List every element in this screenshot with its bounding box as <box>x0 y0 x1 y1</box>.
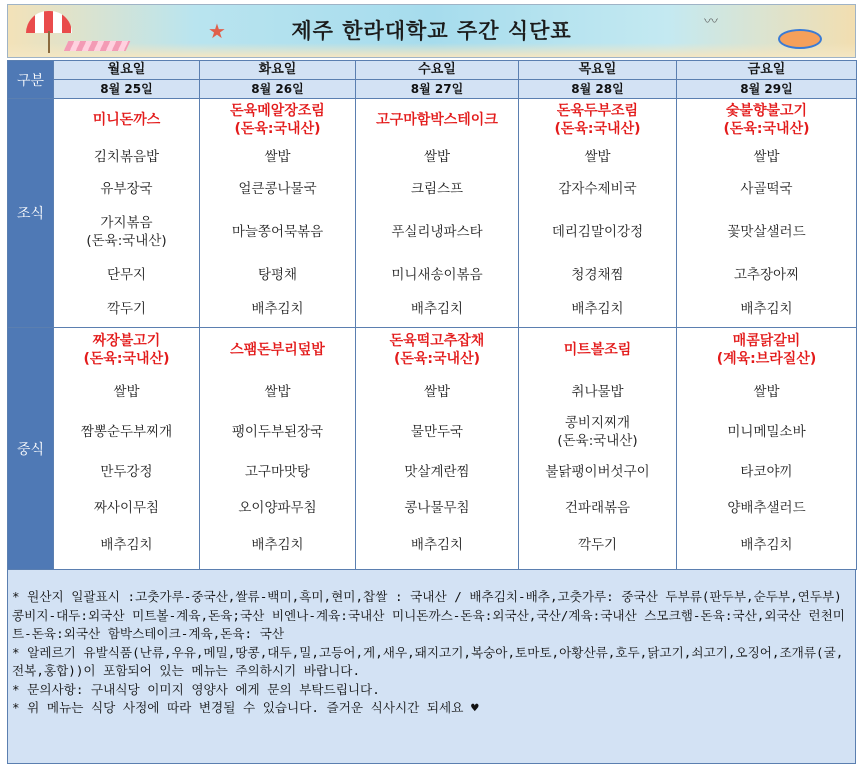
main-dish: 미트볼조림 <box>563 342 632 358</box>
breakfast-wed <box>356 99 519 328</box>
main-dish: 돈육떡고추잡채 (돈육:국내산) <box>389 333 485 367</box>
side-dish: 얼큰콩나물국 <box>238 181 317 197</box>
side-dish: 짬뽕순두부찌개 <box>80 423 173 440</box>
note-contact: * 문의사항: 구내식당 이미지 영양사 에게 문의 부탁드립니다. <box>12 681 380 697</box>
side-dish: 맛살계란찜 <box>404 464 470 480</box>
side-dish: 콩나물무침 <box>404 500 470 516</box>
side-dish: 꽃맛살샐러드 <box>727 224 806 240</box>
breakfast-fri <box>677 99 857 328</box>
main-dish: 매콤닭갈비 (계육:브라질산) <box>716 333 817 367</box>
side-dish: 짜사이무침 <box>93 500 160 516</box>
side-dish: 배추김치 <box>571 300 624 317</box>
side-dish: 깍두기 <box>106 300 147 317</box>
day-date-thu: 8월 28일 <box>519 80 677 99</box>
side-dish: 쌀밥 <box>753 149 780 165</box>
day-date-tue: 8월 26일 <box>200 80 356 99</box>
main-dish: 스팸돈부리덮밥 <box>230 342 325 358</box>
lunch-row <box>8 328 857 570</box>
side-dish: 배추김치 <box>100 537 153 553</box>
notes-panel <box>7 569 856 764</box>
note-allergy: * 알레르기 유발식품(난류,우유,메밀,땅콩,대두,밀,고등어,게,새우,돼지고기,복숭아,토마토,아황산류,호두,닭고기,쇠고기,오징어,조개류(굴,전복,홍합))이 포함되어 있는 메뉴는 주의하시기 바랍니다. <box>12 644 844 678</box>
side-dish: 푸실리냉파스타 <box>391 224 483 240</box>
side-dish: 쌀밥 <box>264 383 291 400</box>
side-dish: 쌀밥 <box>753 383 780 400</box>
title-banner <box>7 4 856 58</box>
side-dish: 건파래볶음 <box>564 500 631 516</box>
side-dish: 배추김치 <box>410 537 464 553</box>
starfish-icon: ★ <box>208 19 226 43</box>
main-dish: 돈육메알장조림 (돈육:국내산) <box>230 103 325 137</box>
side-dish: 쌀밥 <box>423 383 451 400</box>
gubun-header: 구분 <box>8 61 54 99</box>
day-name-thu: 목요일 <box>519 61 677 80</box>
side-dish: 감자수제비국 <box>558 181 637 197</box>
side-dish: 가지볶음 (돈육:국내산) <box>86 215 167 249</box>
main-dish: 미니돈까스 <box>92 112 161 128</box>
side-dish: 깍두기 <box>577 537 618 553</box>
side-dish: 배추김치 <box>251 537 304 553</box>
breakfast-row <box>8 99 857 328</box>
note-origin: * 원산지 일괄표시 :고춧가루-중국산,쌀류-백미,흑미,현미,찹쌀 : 국내산 / 배추김치-배추,고춧가루: 중국산 두부류(판두부,순두부,연두부) 콩비지-대두:외국산 미트볼-계육,돈육;국산 비엔나-계육:국내산 미니돈까스-돈육:외국산,국산/계육:국내산 스모크햄-돈육:국산,외국산 런천미트-돈육:외국산 함박스테이크-계육,돈육: 국산 <box>12 589 845 641</box>
lunch-thu <box>519 328 677 570</box>
side-dish: 크림스프 <box>410 181 464 197</box>
side-dish: 팽이두부된장국 <box>231 423 324 440</box>
side-dish: 타코야끼 <box>740 464 793 480</box>
lunch-wed <box>356 328 519 570</box>
side-dish: 미니새송이볶음 <box>391 267 483 283</box>
side-dish: 콩비지찌개 (돈육:국내산) <box>557 414 638 449</box>
side-dish: 배추김치 <box>410 300 464 317</box>
side-dish: 쌀밥 <box>423 149 451 165</box>
page-title: 제주 한라대학교 주간 식단표 <box>291 19 572 43</box>
day-name-wed: 수요일 <box>356 61 519 80</box>
lunch-label: 중식 <box>8 328 54 570</box>
note-change: * 위 메뉴는 식당 사정에 따라 변경될 수 있습니다. 즐거운 식사시간 되세요 ♥ <box>12 700 479 715</box>
main-dish: 돈육두부조림 (돈육:국내산) <box>554 103 641 137</box>
main-dish: 숯불향불고기 (돈육:국내산) <box>723 103 810 137</box>
side-dish: 물만두국 <box>410 423 464 440</box>
side-dish: 만두강정 <box>100 464 153 480</box>
day-name-tue: 화요일 <box>200 61 356 80</box>
side-dish: 단무지 <box>106 267 147 283</box>
day-date-mon: 8월 25일 <box>54 80 200 99</box>
main-dish: 짜장불고기 (돈육:국내산) <box>83 333 170 367</box>
weekly-menu-table <box>7 60 857 570</box>
lunch-tue <box>200 328 356 570</box>
side-dish: 고구마맛탕 <box>244 464 311 480</box>
lunch-mon <box>54 328 200 570</box>
breakfast-mon <box>54 99 200 328</box>
side-dish: 쌀밥 <box>584 149 611 165</box>
breakfast-thu <box>519 99 677 328</box>
side-dish: 탕평채 <box>257 267 298 283</box>
side-dish: 고추장아찌 <box>733 267 800 283</box>
main-dish: 고구마함박스테이크 <box>376 112 498 128</box>
side-dish: 청경채찜 <box>571 267 624 283</box>
side-dish: 쌀밥 <box>264 149 291 165</box>
day-date-fri: 8월 29일 <box>677 80 857 99</box>
side-dish: 오이양파무침 <box>238 500 317 516</box>
seagull-icon: 〰 <box>704 14 718 30</box>
side-dish: 배추김치 <box>740 300 793 317</box>
breakfast-label: 조식 <box>8 99 54 328</box>
side-dish: 배추김치 <box>251 300 304 317</box>
lunch-fri <box>677 328 857 570</box>
side-dish: 쌀밥 <box>113 383 140 400</box>
side-dish: 불닭팽이버섯구이 <box>545 464 650 480</box>
breakfast-tue <box>200 99 356 328</box>
side-dish: 양배추샐러드 <box>727 500 806 516</box>
side-dish: 마늘쫑어묵볶음 <box>231 224 324 240</box>
day-date-wed: 8월 27일 <box>356 80 519 99</box>
banner-sand <box>8 43 855 57</box>
side-dish: 데리김말이강정 <box>551 224 644 240</box>
side-dish: 미니메밀소바 <box>727 423 806 440</box>
side-dish: 취나물밥 <box>571 383 624 400</box>
side-dish: 배추김치 <box>740 537 793 553</box>
day-name-fri: 금요일 <box>677 61 857 80</box>
side-dish: 김치볶음밥 <box>93 149 160 165</box>
side-dish: 유부장국 <box>100 181 153 197</box>
day-name-mon: 월요일 <box>54 61 200 80</box>
side-dish: 사골떡국 <box>740 181 793 197</box>
